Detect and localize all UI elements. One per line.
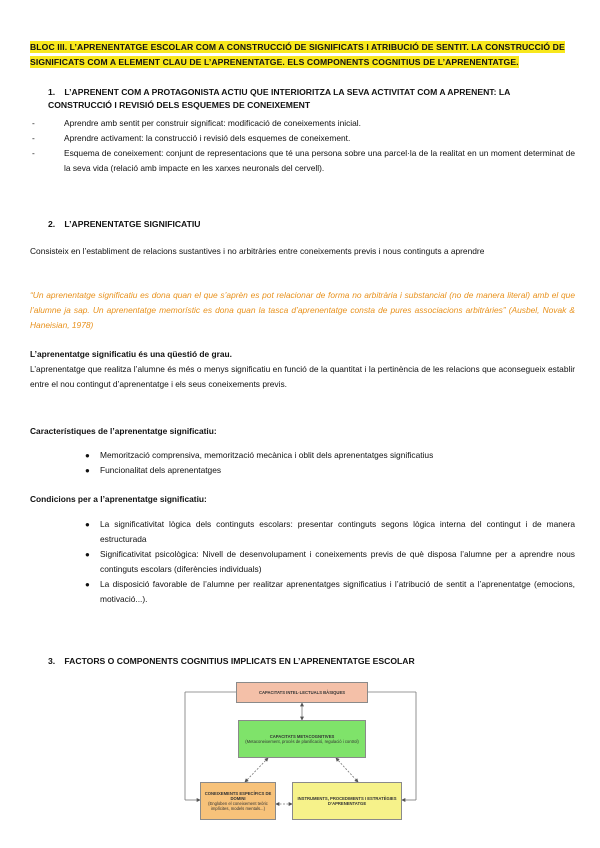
degree-text: L’aprenentatge que realitza l’alumne és més o menys significatiu en funció de la quantitat i la pertinència de les relacions que aconsegueix establir entre el nou contingut d’aprenentatge i els seus coneixements previs. xyxy=(30,364,575,389)
list-item: - Esquema de coneixement: conjunt de representacions que té una persona sobre una parcel·la de la realitat en un moment determinat de la seva vida (relació amb impacte en les xarxes neuronals del cervell). xyxy=(32,148,575,173)
section-2-intro: Consisteix en l’establiment de relacions sustantives i no arbitràries entre coneixements previs i nous continguts a aprendre xyxy=(30,246,485,256)
list-item: ● La significativitat lògica dels continguts escolars: presentar continguts segons lògica interna del contingut i de manera estructurada xyxy=(85,519,575,544)
section-2-number: 2. xyxy=(48,219,56,229)
list-item: ● Significativitat psicològica: Nivell de desenvolupament i coneixements previs de què disposa l’alumne per a aprendre nous continguts escolars (diferències individuals) xyxy=(85,549,575,574)
connector-arrow xyxy=(336,758,358,782)
box-intellectual-capacities: CAPACITATS INTEL·LECTUALS BÀSIQUES xyxy=(236,682,368,703)
section-2-title: L’APRENENTATGE SIGNIFICATIU xyxy=(64,219,201,229)
conditions-title: Condicions per a l’aprenentatge significatiu: xyxy=(30,494,207,504)
box-metacognitive-capacities: CAPACITATS METACOGNITIVES (Metaconeixement, procés de planificació, regulació i control) xyxy=(238,720,366,758)
degree-title: L’aprenentatge significatiu és una qüestió de grau. xyxy=(30,349,232,359)
list-item: - Aprendre amb sentit per construir significat: modificació de coneixements inicial. xyxy=(32,118,361,128)
section-3-title: FACTORS O COMPONENTS COGNITIUS IMPLICATS EN L’APRENENTATGE ESCOLAR xyxy=(64,656,415,666)
list-item: ● Memorització comprensiva, memorització mecànica i oblit dels aprenentatges significatius xyxy=(85,450,434,460)
section-3-number: 3. xyxy=(48,656,56,666)
list-item: ● La disposició favorable de l’alumne per realitzar aprenentatges significatius i l’atribució de sentit a l’aprenentatge (emocions, motivació...). xyxy=(85,579,575,604)
connector-arrow xyxy=(245,758,268,782)
ausubel-quote: “Un aprenentatge significatiu es dona quan el que s’aprèn es pot relacionar de forma no arbitrària i substancial (no de manera literal) amb el que l’alumne ja sap. Un aprenentatge memorístic es dona quan la tasca d’aprenentatge consta de pures associacions arbitràries” (Ausbel, Novak & Haneisian, 1978) xyxy=(30,290,575,330)
list-item: ● Funcionalitat dels aprenentatges xyxy=(85,465,222,475)
box-learning-strategies: INSTRUMENTS, PROCEDIMENTS I ESTRATÈGIES D’APRENENTATGE xyxy=(292,782,402,820)
section-1-number: 1. xyxy=(48,87,56,97)
characteristics-title: Característiques de l’aprenentatge significatiu: xyxy=(30,426,217,436)
section-1-title: L’APRENENT COM A PROTAGONISTA ACTIU QUE INTERIORITZA LA SEVA ACTIVITAT COM A APRENENT: LA CONSTRUCCIÓ I REVISIÓ DELS ESQUEMES DE CONEIXEMENT xyxy=(48,87,510,110)
list-item: - Aprendre activament: la construcció i revisió dels esquemes de coneixement. xyxy=(32,133,351,143)
bloc-title-text: BLOC III. L’APRENENTATGE ESCOLAR COM A CONSTRUCCIÓ DE SIGNIFICATS I ATRIBUCIÓ DE SENTIT. LA CONSTRUCCIÓ DE SIGNIFICATS COM A ELEMENT CLAU DE L’APRENENTATGE. ELS COMPONENTS COGNITIUS DE L’APRENENTATGE. xyxy=(30,42,565,67)
box-domain-knowledge: CONEIXEMENTS ESPECÍFICS DE DOMINI (Engloben el coneixement teòric implícites, models mentals...) xyxy=(200,782,276,820)
